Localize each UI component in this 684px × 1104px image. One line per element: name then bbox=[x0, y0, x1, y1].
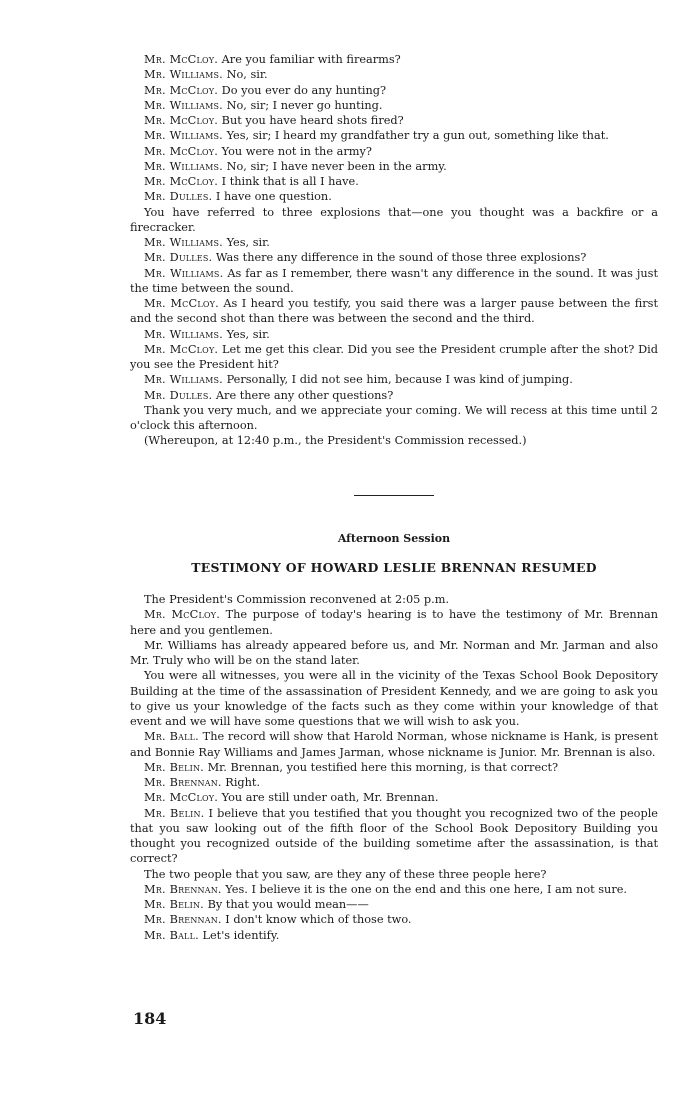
speaker-name: Mr. Dulles. bbox=[144, 388, 213, 402]
transcript-paragraph bbox=[130, 912, 658, 927]
transcript-paragraph bbox=[130, 128, 658, 143]
transcript-paragraph bbox=[130, 592, 658, 607]
speaker-name: Mr. McCloy. bbox=[144, 53, 219, 66]
utterance-text: Are there any other questions? bbox=[212, 388, 394, 402]
transcript-paragraph bbox=[130, 806, 658, 867]
transcript-paragraph bbox=[130, 372, 658, 387]
speaker-name: Mr. Williams. bbox=[144, 98, 223, 112]
speaker-name: Mr. Ball. bbox=[144, 730, 199, 744]
section-divider bbox=[354, 495, 434, 496]
speaker-name: Mr. Williams. bbox=[144, 236, 223, 249]
transcript-paragraph bbox=[130, 638, 658, 669]
transcript-paragraph bbox=[130, 98, 658, 113]
speaker-name: Mr. Williams. bbox=[144, 159, 223, 173]
utterance-text: Was there any difference in the sound of those three explosions? bbox=[212, 251, 587, 265]
transcript-paragraph bbox=[130, 928, 658, 943]
utterance-text: Are you familiar with firearms? bbox=[218, 53, 401, 66]
speaker-name: Mr. Williams. bbox=[144, 129, 223, 143]
utterance-text: You were all witnesses, you were all in the vicinity of the Texas School Book Depository Building at the time of the assassination of President Kennedy, and we are going to ask you to give us your knowledge of the facts such as they come within your knowledge of that event and we will have some questions that we will wish to ask you. bbox=[130, 669, 658, 728]
transcript-paragraph bbox=[130, 144, 658, 159]
transcript-paragraph bbox=[130, 250, 658, 265]
speaker-name: Mr. Belin. bbox=[144, 760, 204, 774]
utterance-text: Right. bbox=[221, 776, 261, 789]
transcript-paragraph bbox=[130, 607, 658, 638]
utterance-text: No, sir. bbox=[222, 68, 268, 82]
utterance-text: The President's Commission reconvened at 2:05 p.m. bbox=[144, 593, 450, 606]
utterance-text: The purpose of today's hearing is to have the testimony of Mr. Brennan here and you gentlemen. bbox=[130, 608, 658, 637]
speaker-name: Mr. Brennan. bbox=[144, 913, 222, 927]
transcript-paragraph bbox=[130, 760, 658, 775]
speaker-name: Mr. Dulles. bbox=[144, 190, 213, 204]
speaker-name: Mr. McCloy. bbox=[144, 83, 219, 97]
transcript-paragraph bbox=[130, 897, 658, 912]
speaker-name: Mr. McCloy. bbox=[144, 297, 219, 310]
utterance-text: I don't know which of those two. bbox=[221, 913, 412, 927]
transcript-paragraph bbox=[130, 790, 658, 805]
utterance-text: Yes, sir. bbox=[222, 236, 270, 249]
transcript-paragraph bbox=[130, 867, 658, 882]
transcript-paragraph bbox=[130, 205, 658, 236]
utterance-text: Do you ever do any hunting? bbox=[218, 83, 387, 97]
utterance-text: Let's identify. bbox=[198, 928, 280, 942]
transcript-paragraph bbox=[130, 52, 658, 67]
transcript-paragraph bbox=[130, 174, 658, 189]
utterance-text: Yes. I believe it is the one on the end and this one here, I am not sure. bbox=[221, 882, 628, 896]
utterance-text: Mr. Williams has already appeared before us, and Mr. Norman and Mr. Jarman and also Mr. Truly who will be on the stand later. bbox=[130, 638, 658, 667]
utterance-text: By that you would mean—— bbox=[203, 898, 369, 911]
transcript-paragraph bbox=[130, 113, 658, 128]
speaker-name: Mr. Williams. bbox=[144, 373, 223, 387]
transcript-paragraph bbox=[130, 327, 658, 342]
transcript-paragraph bbox=[130, 83, 658, 98]
speaker-name: Mr. Brennan. bbox=[144, 776, 222, 789]
utterance-text: (Whereupon, at 12:40 p.m., the President's Commission recessed.) bbox=[144, 434, 527, 448]
utterance-text: You are still under oath, Mr. Brennan. bbox=[218, 791, 439, 805]
utterance-text: As I heard you testify, you said there was a larger pause between the first and the second shot than there was between the second and the third. bbox=[130, 297, 658, 326]
transcript-paragraph bbox=[130, 235, 658, 250]
transcript-afternoon-section bbox=[130, 592, 658, 943]
speaker-name: Mr. Belin. bbox=[144, 806, 205, 820]
utterance-text: Let me get this clear. Did you see the President crumple after the shot? Did you see the President hit? bbox=[130, 342, 658, 371]
utterance-text: Thank you very much, and we appreciate your coming. We will recess at this time until 2 o'clock this afternoon. bbox=[130, 403, 658, 432]
utterance-text: The two people that you saw, are they any of these three people here? bbox=[144, 867, 547, 881]
session-heading: Afternoon Session bbox=[337, 532, 451, 545]
speaker-name: Mr. Belin. bbox=[144, 898, 204, 911]
page-number: 184 bbox=[133, 1009, 167, 1028]
transcript-morning-section bbox=[130, 52, 658, 449]
transcript-paragraph bbox=[130, 67, 658, 82]
speaker-name: Mr. Williams. bbox=[144, 327, 223, 341]
utterance-text: The record will show that Harold Norman, whose nickname is Hank, is present and Bonnie Ray Williams and James Jarman, whose nickname is Junior. Mr. Brennan is also. bbox=[130, 730, 658, 759]
transcript-paragraph bbox=[130, 266, 658, 297]
utterance-text: Personally, I did not see him, because I was kind of jumping. bbox=[222, 373, 573, 387]
utterance-text: I think that is all I have. bbox=[218, 175, 359, 188]
transcript-paragraph bbox=[130, 403, 658, 434]
utterance-text: Yes, sir; I heard my grandfather try a gun out, something like that. bbox=[222, 129, 609, 143]
utterance-text: I have one question. bbox=[212, 190, 332, 204]
utterance-text: I believe that you testified that you thought you recognized two of the people that you saw looking out of the fifth floor of the School Book Depository Building you thought you recognized outside of the building sometime after the assassination, is that correct? bbox=[130, 806, 658, 866]
transcript-paragraph bbox=[130, 296, 658, 327]
speaker-name: Mr. McCloy. bbox=[144, 608, 221, 622]
testimony-title: TESTIMONY OF HOWARD LESLIE BRENNAN RESUMED bbox=[191, 560, 597, 575]
speaker-name: Mr. McCloy. bbox=[144, 114, 219, 127]
transcript-paragraph bbox=[130, 668, 658, 729]
speaker-name: Mr. Williams. bbox=[144, 68, 223, 82]
utterance-text: You have referred to three explosions that—one you thought was a backfire or a firecracker. bbox=[130, 205, 658, 234]
speaker-name: Mr. Dulles. bbox=[144, 251, 213, 265]
utterance-text: But you have heard shots fired? bbox=[218, 114, 404, 127]
speaker-name: Mr. McCloy. bbox=[144, 342, 219, 356]
speaker-name: Mr. Brennan. bbox=[144, 882, 222, 896]
utterance-text: You were not in the army? bbox=[218, 144, 372, 158]
transcript-paragraph bbox=[130, 729, 658, 760]
speaker-name: Mr. McCloy. bbox=[144, 144, 219, 158]
transcript-paragraph bbox=[130, 882, 658, 897]
utterance-text: Mr. Brennan, you testified here this morning, is that correct? bbox=[203, 760, 559, 774]
transcript-paragraph bbox=[130, 159, 658, 174]
speaker-name: Mr. McCloy. bbox=[144, 791, 219, 805]
transcript-paragraph bbox=[130, 388, 658, 403]
utterance-text: No, sir; I have never been in the army. bbox=[222, 159, 447, 173]
utterance-text: As far as I remember, there wasn't any difference in the sound. It was just the time between the sound. bbox=[130, 266, 658, 295]
utterance-text: No, sir; I never go hunting. bbox=[222, 98, 383, 112]
transcript-paragraph bbox=[130, 189, 658, 204]
speaker-name: Mr. Williams. bbox=[144, 266, 224, 280]
speaker-name: Mr. Ball. bbox=[144, 928, 199, 942]
speaker-name: Mr. McCloy. bbox=[144, 175, 219, 188]
transcript-paragraph bbox=[130, 342, 658, 373]
transcript-paragraph bbox=[130, 433, 658, 448]
transcript-paragraph bbox=[130, 775, 658, 790]
utterance-text: Yes, sir. bbox=[222, 327, 270, 341]
